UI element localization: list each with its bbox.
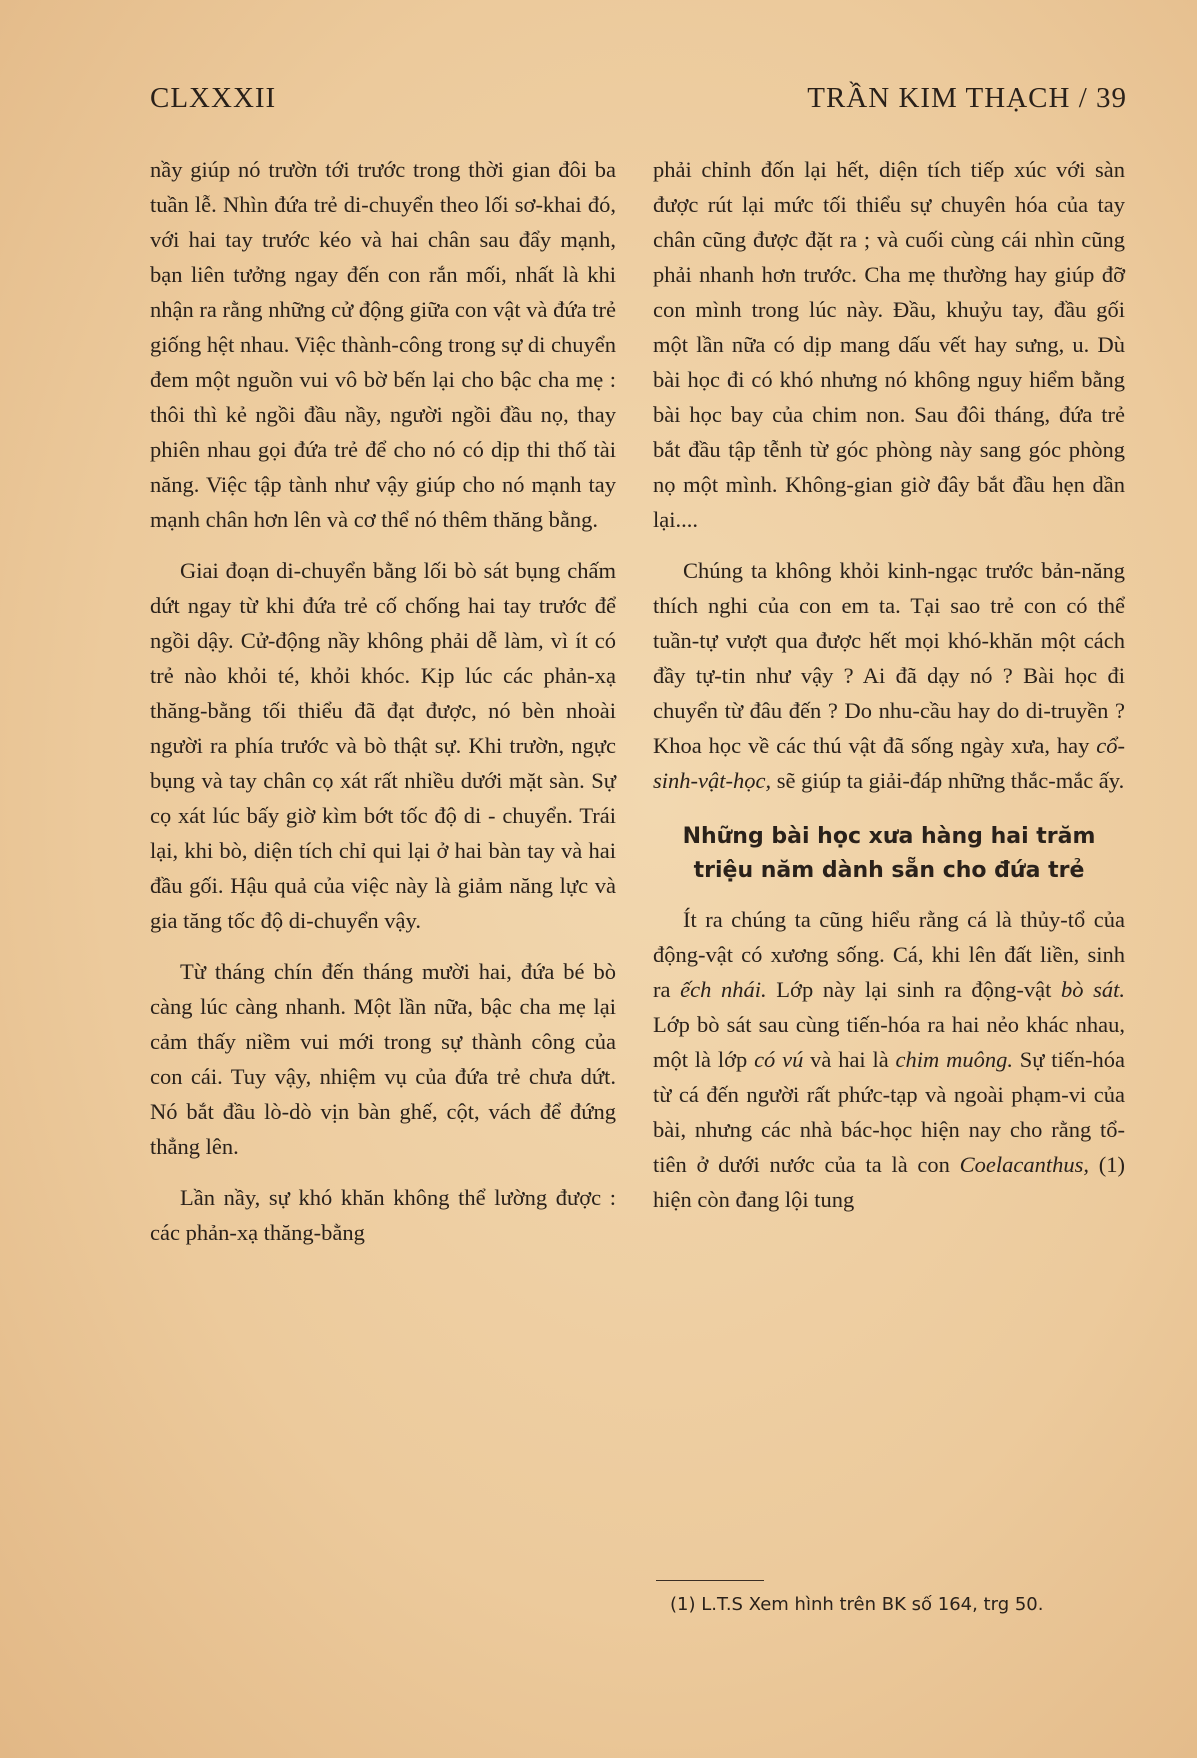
paragraph (653, 902, 1125, 1217)
text-run: Sự tiến-hóa từ cá đến người rất phức-tạp và ngoài phạm-vi của bài, nhưng các nhà bác-học hiện nay cho rằng tổ-tiên ở dưới nước của ta là con (653, 1047, 1126, 1177)
paragraph: Lần nầy, sự khó khăn không thể lường được : các phản-xạ thăng-bằng (150, 1185, 616, 1245)
italic-term: có vú (754, 1047, 804, 1072)
footnote-divider (656, 1580, 764, 1581)
issue-number: CLXXXII (150, 82, 277, 114)
paragraph: nầy giúp nó trườn tới trước trong thời gian đôi ba tuần lễ. Nhìn đứa trẻ di-chuyển theo lối sơ-khai đó, với hai tay trước kéo và hai chân sau đẩy mạnh, bạn liên tưởng ngay đến con rắn mối, nhất là khi nhận ra rằng những cử động giữa con vật và đứa trẻ giống hệt nhau. Việc thành-công trong sự di chuyển đem một nguồn vui vô bờ bến lại cho bậc cha mẹ : thôi thì kẻ ngồi đầu nầy, người ngồi đầu nọ, thay phiên nhau gọi đứa trẻ để cho nó có dịp thi thố tài năng. Việc tập tành như vậy giúp cho nó mạnh tay mạnh chân hơn lên và cơ thể nó thêm thăng bằng. (150, 157, 616, 532)
italic-term: bò sát. (1061, 977, 1126, 1002)
text-run: và hai là (810, 1047, 889, 1072)
page-header (150, 82, 1127, 126)
text-run: sẽ giúp ta giải-đáp những thắc-mắc ấy. (776, 768, 1125, 793)
section-heading: Những bài học xưa hàng hai trăm triệu năm dành sẵn cho đứa trẻ (682, 824, 1096, 883)
left-column (150, 152, 616, 1266)
paragraph (653, 553, 1125, 798)
italic-term: chim muông. (895, 1047, 1013, 1072)
italic-term: ếch nhái. (680, 977, 767, 1002)
text-run: Lớp này lại sinh ra động-vật (776, 977, 1052, 1002)
paragraph: phải chỉnh đốn lại hết, diện tích tiếp xúc với sàn được rút lại mức tối thiểu sự chuyên hóa của tay chân cũng được đặt ra ; và cuối cùng cái nhìn cũng phải nhanh hơn trước. Cha mẹ thường hay giúp đỡ con mình trong lúc này. Đầu, khuỷu tay, đầu gối một lần nữa có dịp mang dấu vết hay sưng, u. Dù bài học đi có khó nhưng nó không nguy hiểm bằng bài học bay của chim non. Sau đôi tháng, đứa trẻ bắt đầu tập tễnh từ góc phòng này sang góc phòng nọ một mình. Không-gian giờ đây bắt đầu hẹn dần lại.... (653, 157, 1125, 532)
right-column (653, 152, 1125, 1233)
text-run: Chúng ta không khỏi kinh-ngạc trước bản-năng thích nghi của con em ta. Tại sao trẻ con có thể tuần-tự vượt qua được hết mọi khó-khăn một cách đầy tự-tin như vậy ? Ai đã dạy nó ? Bài học đi chuyển từ đâu đến ? Do nhu-cầu hay do di-truyền ? Khoa học về các thú vật đã sống ngày xưa, hay (653, 558, 1125, 758)
author-page-number: TRẦN KIM THẠCH / 39 (807, 82, 1127, 114)
paragraph: Từ tháng chín đến tháng mười hai, đứa bé bò càng lúc càng nhanh. Một lần nữa, bậc cha mẹ lại cảm thấy niềm vui mới trong sự thành công của con cái. Tuy vậy, nhiệm vụ của đứa trẻ chưa dứt. Nó bắt đầu lò-dò vịn bàn ghế, cột, vách để đứng thẳng lên. (150, 959, 616, 1159)
text-run: Ít ra chúng ta cũng hiểu rằng cá là thủy-tổ của động-vật có xương sống. Cá, khi lên đất liền, sinh ra (653, 907, 1125, 1002)
italic-term: Coelacanthus, (959, 1152, 1090, 1177)
italic-term: cổ-sinh-vật-học, (653, 733, 1125, 793)
text-run: Lớp bò sát sau cùng tiến-hóa ra hai nẻo khác nhau, một là lớp (653, 1012, 1125, 1072)
text-run: (1) hiện còn đang lội tung (653, 1152, 1126, 1212)
footnote: (1) L.T.S Xem hình trên BK số 164, trg 50. (670, 1594, 1044, 1615)
paragraph: Giai đoạn di-chuyển bằng lối bò sát bụng chấm dứt ngay từ khi đứa trẻ cố chống hai tay trước để ngồi dậy. Cử-động nầy không phải dễ làm, vì ít có trẻ nào khỏi té, khỏi khóc. Kịp lúc các phản-xạ thăng-bằng tối thiểu đã đạt được, nó bèn nhoài người ra phía trước và bò thật sự. Khi trườn, ngực bụng và tay chân cọ xát rất nhiều dưới mặt sàn. Sự cọ xát lúc bấy giờ kìm bớt tốc độ di - chuyển. Trái lại, khi bò, diện tích chỉ qui lại ở hai bàn tay và hai đầu gối. Hậu quả của việc này là giảm năng lực và gia tăng tốc độ di-chuyển vậy. (150, 558, 616, 933)
